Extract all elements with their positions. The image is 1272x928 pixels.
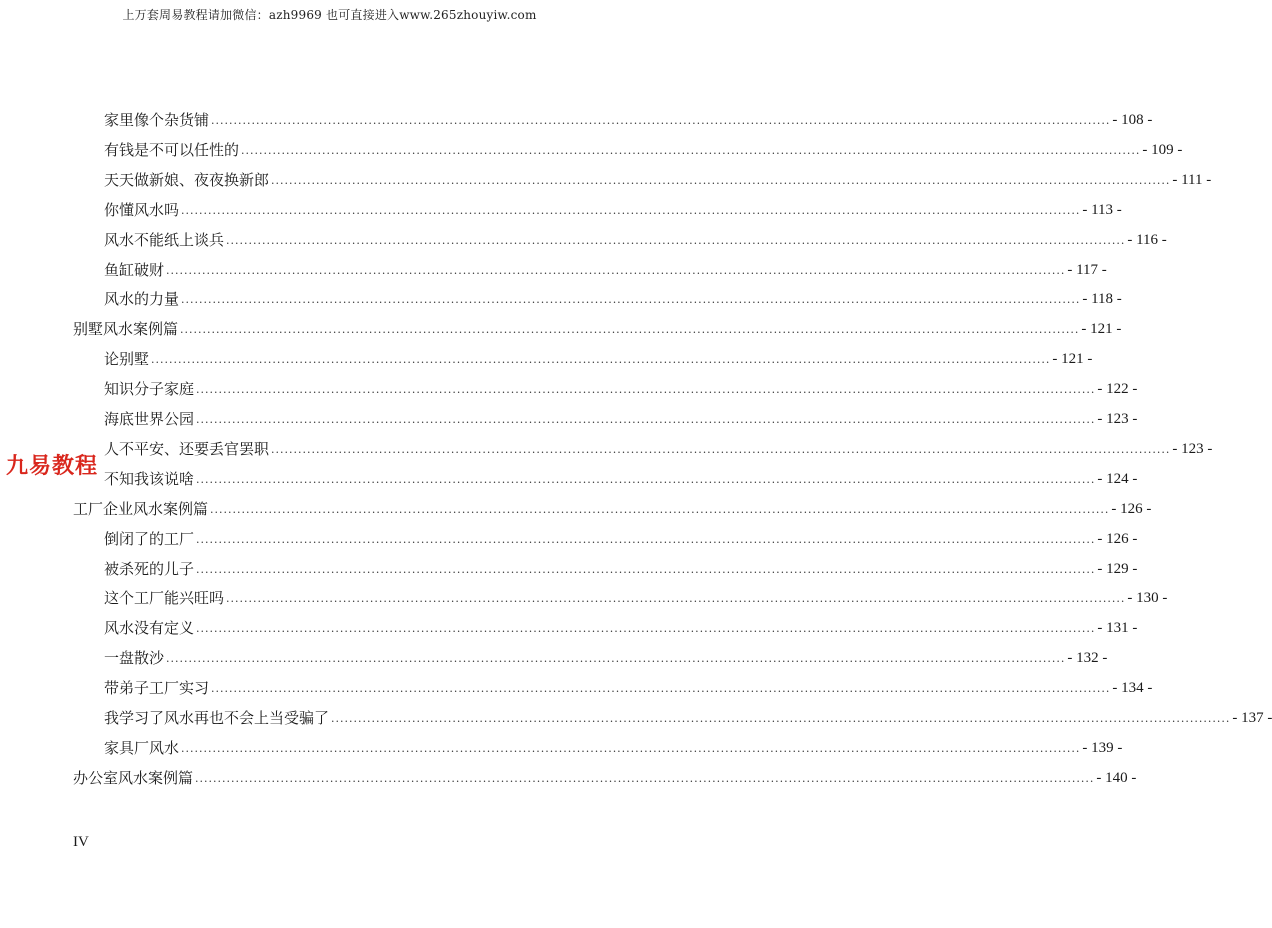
toc-entry[interactable] (104, 164, 1212, 190)
toc-entry[interactable] (104, 343, 1093, 369)
toc-entry-page: - 111 - (1172, 171, 1212, 188)
toc-entry-title: 带弟子工厂实习 (104, 679, 210, 698)
watermark-logo: 九易教程 (6, 454, 99, 479)
toc-leader-dots: ........................................................................................................................................................................................................ (196, 472, 1096, 486)
toc-entry-page: - 126 - (1111, 500, 1152, 517)
toc-entry-title: 天天做新娘、夜夜换新郎 (104, 170, 270, 189)
toc-section-entry[interactable] (73, 762, 1137, 788)
toc-leader-dots: ........................................................................................................................................................................................................ (226, 592, 1126, 606)
toc-entry-title: 论别墅 (104, 350, 150, 369)
toc-entry-page: - 131 - (1097, 620, 1138, 637)
toc-entry[interactable] (104, 373, 1138, 399)
toc-entry-page: - 140 - (1096, 769, 1137, 786)
toc-entry-page: - 118 - (1082, 291, 1122, 308)
toc-entry[interactable] (104, 642, 1108, 668)
toc-leader-dots: ........................................................................................................................................................................................................ (196, 622, 1096, 636)
toc-entry-page: - 123 - (1172, 440, 1213, 457)
toc-leader-dots: ........................................................................................................................................................................................................ (166, 263, 1066, 277)
toc-entry-title: 我学习了风水再也不会上当受骗了 (104, 709, 330, 727)
toc-leader-dots: ........................................................................................................................................................................................................ (195, 771, 1095, 785)
toc-entry[interactable] (104, 553, 1138, 579)
toc-entry[interactable] (104, 433, 1213, 459)
toc-leader-dots: ........................................................................................................................................................................................................ (181, 293, 1081, 307)
toc-leader-dots: ........................................................................................................................................................................................................ (210, 502, 1110, 516)
toc-entry[interactable] (104, 582, 1168, 608)
toc-entry-title: 知识分子家庭 (104, 380, 195, 399)
toc-entry[interactable] (104, 134, 1183, 160)
toc-entry-title: 家具厂风水 (104, 738, 180, 757)
toc-entry-title: 鱼缸破财 (104, 260, 165, 279)
toc-entry-page: - 122 - (1097, 381, 1138, 398)
toc-entry-title: 家里像个杂货铺 (104, 111, 210, 129)
toc-entry-page: - 117 - (1067, 261, 1107, 278)
toc-leader-dots: ........................................................................................................................................................................................................ (166, 652, 1066, 666)
toc-leader-dots: ........................................................................................................................................................................................................ (196, 413, 1096, 426)
toc-leader-dots: ........................................................................................................................................................................................................ (271, 442, 1171, 456)
toc-entry-page: - 130 - (1127, 590, 1168, 607)
toc-entry-page: - 121 - (1052, 351, 1093, 368)
toc-entry-page: - 109 - (1142, 141, 1183, 158)
toc-entry-page: - 139 - (1082, 739, 1123, 756)
toc-entry-page: - 126 - (1097, 530, 1138, 547)
toc-entry-title: 工厂企业风水案例篇 (73, 499, 209, 518)
toc-leader-dots: ........................................................................................................................................................................................................ (181, 741, 1081, 755)
toc-leader-dots: ........................................................................................................................................................................................................ (196, 383, 1096, 397)
toc-entry[interactable] (104, 254, 1107, 280)
toc-entry-title: 这个工厂能兴旺吗 (104, 589, 225, 608)
toc-entry-title: 一盘散沙 (104, 649, 165, 668)
toc-entry-title: 你懂风水吗 (104, 200, 180, 219)
toc-entry[interactable] (104, 283, 1122, 309)
toc-leader-dots: ........................................................................................................................................................................................................ (151, 353, 1051, 367)
toc-entry[interactable] (104, 403, 1138, 429)
toc-entry-title: 被杀死的儿子 (104, 559, 195, 578)
toc-leader-dots: ........................................................................................................................................................................................................ (196, 562, 1096, 576)
toc-leader-dots: ........................................................................................................................................................................................................ (181, 203, 1081, 217)
toc-entry-page: - 137 - (1232, 710, 1272, 726)
toc-entry-page: - 123 - (1097, 411, 1138, 427)
toc-section-entry[interactable] (73, 313, 1122, 339)
toc-leader-dots: ........................................................................................................................................................................................................ (211, 682, 1111, 696)
toc-leader-dots: ........................................................................................................................................................................................................ (211, 114, 1111, 127)
toc-leader-dots: ........................................................................................................................................................................................................ (196, 532, 1096, 546)
toc-leader-dots: ........................................................................................................................................................................................................ (241, 143, 1141, 157)
toc-entry[interactable] (104, 672, 1153, 698)
toc-entry[interactable] (104, 523, 1138, 549)
toc-entry-page: - 129 - (1097, 560, 1138, 577)
toc-leader-dots: ........................................................................................................................................................................................................ (271, 173, 1171, 187)
toc-entry-title: 办公室风水案例篇 (73, 768, 194, 787)
toc-entry[interactable] (104, 463, 1138, 489)
toc-entry-page: - 113 - (1082, 201, 1122, 218)
toc-entry-title: 别墅风水案例篇 (73, 320, 179, 339)
toc-entry-title: 风水不能纸上谈兵 (104, 230, 225, 249)
toc-entry-page: - 121 - (1081, 321, 1122, 338)
toc-entry-title: 海底世界公园 (104, 410, 195, 428)
toc-entry-page: - 134 - (1112, 680, 1153, 697)
toc-entry[interactable] (104, 104, 1153, 130)
toc-entry[interactable] (104, 702, 1272, 728)
toc-leader-dots: ........................................................................................................................................................................................................ (180, 323, 1080, 337)
toc-leader-dots: ........................................................................................................................................................................................................ (331, 712, 1231, 725)
toc-entry-page: - 124 - (1097, 470, 1138, 487)
toc-entry-title: 不知我该说啥 (104, 469, 195, 488)
toc-entry[interactable] (104, 612, 1138, 638)
toc-entry-page: - 116 - (1127, 231, 1167, 248)
page-header-ad: 上万套周易教程请加微信：azh9969 也可直接进入www.265zhouyiw.com (122, 8, 537, 22)
toc-entry-title: 风水的力量 (104, 290, 180, 309)
toc-entry[interactable] (104, 224, 1167, 250)
toc-entry-title: 有钱是不可以任性的 (104, 140, 240, 159)
toc-entry[interactable] (104, 732, 1123, 758)
toc-entry-page: - 108 - (1112, 112, 1153, 128)
toc-entry[interactable] (104, 194, 1122, 220)
toc-entry-title: 风水没有定义 (104, 619, 195, 638)
toc-entry-title: 人不平安、还要丢官罢职 (104, 439, 270, 458)
page-number: IV (73, 834, 89, 850)
toc-entry-title: 倒闭了的工厂 (104, 529, 195, 548)
toc-leader-dots: ........................................................................................................................................................................................................ (226, 233, 1126, 247)
toc-section-entry[interactable] (73, 493, 1152, 519)
toc-entry-page: - 132 - (1067, 650, 1108, 667)
